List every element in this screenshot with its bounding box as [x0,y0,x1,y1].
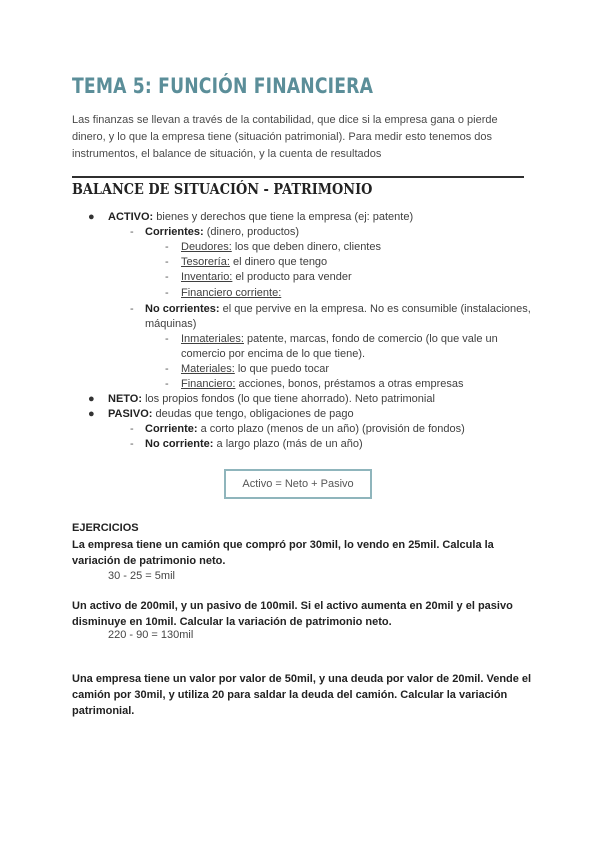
dash-icon: - [165,241,169,253]
dash-icon: - [165,271,169,283]
exercises-heading: EJERCICIOS [72,522,139,534]
exercise-1-text: La empresa tiene un camión que compró por 30mil, lo vendo en 25mil. Calcula la variación de patrimonio neto. [72,539,494,567]
dash-icon: - [165,363,169,375]
dash-icon: - [165,378,169,390]
dash-icon: - [130,226,134,238]
dash-icon: - [165,287,169,299]
list-item-materiales: Materiales: lo que puedo tocar [181,363,329,375]
bullet-icon: ● [88,393,95,405]
list-item-pasivo-no-corriente: No corriente: a largo plazo (más de un año) [145,438,363,450]
section-divider [72,176,524,178]
list-item-corrientes: Corrientes: (dinero, productos) [145,226,300,238]
intro-paragraph: Las finanzas se llevan a través de la contabilidad, que dice si la empresa gana o pierde dinero, y lo que la empresa tiene (situación patrimonial). Para medir esto tenemos dos instrumentos, el balance de situación, y la cuenta de resultados [72,114,498,160]
list-item-inventario: Inventario: el producto para vender [181,271,352,283]
dash-icon: - [130,438,134,450]
exercise-3-text: Una empresa tiene un valor por valor de 50mil, y una deuda por valor de 20mil. Vende el camión por 30mil, y utiliza 20 para saldar la deuda del camión. Calcular la variación patrimonial. [72,673,532,717]
list-item-financiero: Financiero: acciones, bonos, préstamos a otras empresas [181,378,464,390]
section-title: BALANCE DE SITUACIÓN - PATRIMONIO [72,180,373,198]
list-item-activo: ACTIVO: bienes y derechos que tiene la empresa (ej: patente) [108,211,414,223]
list-item-no-corrientes-cont: máquinas) [145,318,197,330]
list-item-neto: NETO: los propios fondos (lo que tiene ahorrado). Neto patrimonial [108,393,435,405]
list-item-pasivo: PASIVO: deudas que tengo, obligaciones de pago [108,408,354,420]
dash-icon: - [130,423,134,435]
list-item-pasivo-corriente: Corriente: a corto plazo (menos de un año) (provisión de fondos) [145,423,465,435]
exercise-2-text: Un activo de 200mil, y un pasivo de 100mil. Si el activo aumenta en 20mil y el pasivo disminuye en 10mil. Calcular la variación de patrimonio neto. [72,600,513,628]
dash-icon: - [165,256,169,268]
list-item-financiero-corriente: Financiero corriente: [181,287,282,299]
formula-box: Activo = Neto + Pasivo [224,469,372,499]
exercise-2-calc: 220 - 90 = 130mil [108,629,194,641]
list-item-tesoreria: Tesorería: el dinero que tengo [181,256,328,268]
list-item-deudores: Deudores: los que deben dinero, clientes [181,241,381,253]
page-title: TEMA 5: FUNCIÓN FINANCIERA [72,74,374,98]
list-item-inmateriales: Inmateriales: patente, marcas, fondo de comercio (lo que vale un [181,333,498,345]
list-item-no-corrientes: No corrientes: el que pervive en la empresa. No es consumible (instalaciones, [145,303,531,315]
exercise-1-calc: 30 - 25 = 5mil [108,570,175,582]
dash-icon: - [130,303,134,315]
list-item-inmateriales-cont: comercio por encima de lo que tiene). [181,348,366,360]
dash-icon: - [165,333,169,345]
bullet-icon: ● [88,211,95,223]
bullet-icon: ● [88,408,95,420]
